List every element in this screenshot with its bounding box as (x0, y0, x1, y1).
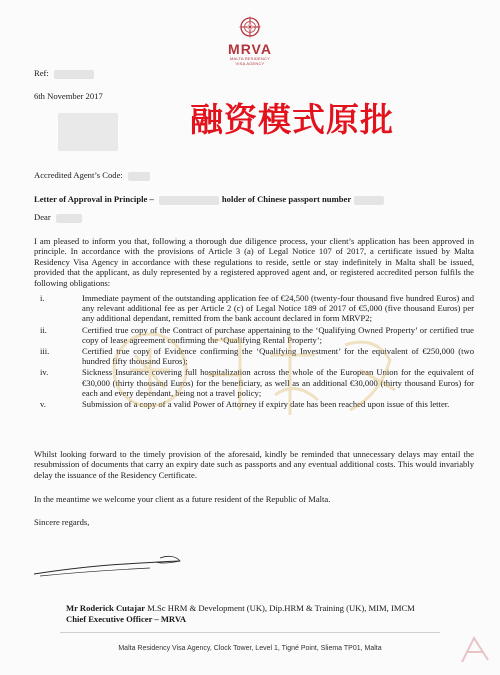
logo-subtitle-1: MALTA RESIDENCY (230, 56, 270, 61)
list-item (34, 399, 474, 409)
ref-line (34, 68, 94, 79)
redacted-ref (54, 70, 94, 79)
list-item (34, 293, 474, 324)
list-item-number: iii. (40, 346, 50, 357)
ref-label: Ref: (34, 68, 49, 78)
redacted-agent-code (128, 172, 150, 181)
corner-watermark-icon (458, 632, 492, 666)
subject-prefix: Letter of Approval in Principle – (34, 194, 156, 204)
agent-code-label: Accredited Agent’s Code: (34, 170, 123, 180)
redacted-passport (354, 196, 384, 205)
reminder-paragraph: Whilst looking forward to the timely provision of the aforesaid, kindly be reminded that unnecessary delays may entail the resubmission of documents that carry an expiry date such as passports and any eventual additional costs. This would invariably delay the issuance of the Residency Certificate. (34, 449, 474, 480)
list-item-number: v. (40, 399, 46, 410)
redacted-address (58, 113, 118, 151)
list-item-number: ii. (40, 324, 47, 335)
intro-paragraph: I am pleased to inform you that, following a thorough due diligence process, your client’s application has been approved in principle. In accordance with the provisions of Article 3 (a) of Legal Notice 107 of 2017, a certificate issued by Malta Residency Visa Agency in accordance with these regulations to reside, settle or stay indefinitely in Malta shall be issued, provided that the applicant, as duly represented by a registered approved agent and, or registered accredited person fulfils the following obligations: (34, 236, 474, 288)
signer-title: Chief Executive Officer – MRVA (66, 614, 187, 624)
list-item-text: Sickness Insurance covering full hospitalization across the whole of the European Union for the equivalent of €30,000 (thirty thousand Euros) for the beneficiary, as well as an additional €30,000 (thirty thousand Euros) for each and every dependant, being not a travel policy; (82, 367, 474, 398)
salutation-line (34, 212, 82, 223)
list-item (34, 346, 474, 366)
redacted-name (159, 196, 219, 205)
mrva-logo (212, 14, 288, 66)
list-item (34, 325, 474, 345)
list-item (34, 367, 474, 398)
list-item-text: Immediate payment of the outstanding application fee of €24,500 (twenty-four thousand five hundred Euros) and any relevant additional fee as per Article 2 (c) of Legal Notice 189 of 2017 of €5,000 (five thousand Euros) per any additional dependant, remitted from the bank account declared in form MRVP2; (82, 293, 474, 324)
handwritten-signature (30, 552, 190, 582)
logo-subtitle-2: VISA AGENCY (235, 61, 265, 66)
closing: Sincere regards, (34, 517, 90, 527)
subject-suffix: holder of Chinese passport number (221, 194, 352, 204)
subject-line (34, 194, 384, 205)
list-item-text: Certified true copy of Evidence confirming the ‘Qualifying Investment’ for the equivalent of €250,000 (two hundred fifty thousand Euros); (82, 346, 474, 367)
salutation: Dear (34, 212, 51, 222)
compass-rose-icon (237, 14, 263, 40)
footer-address: Malta Residency Visa Agency, Clock Tower, Level 1, Tigné Point, Sliema TP01, Malta (118, 645, 382, 652)
obligations-list (34, 293, 474, 410)
welcome-paragraph: In the meantime we welcome your client as a future resident of the Republic of Malta. (34, 494, 331, 504)
list-item-text: Submission of a copy of a valid Power of Attorney if expiry date has been reached upon issue of this letter. (82, 399, 450, 410)
list-item-text: Certified true copy of the Contract of purchase appertaining to the ‘Qualifying Owned Property’ or certified true copy of lease agreement confirming the ‘Qualifying Rental Property’; (82, 324, 474, 345)
agent-code-line (34, 170, 150, 181)
list-item-number: iv. (40, 367, 49, 378)
signer-qualifications: M.Sc HRM & Development (UK), Dip.HRM & Training (UK), MIM, IMCM (145, 603, 415, 613)
red-stamp-text: 融资模式原批 (190, 100, 394, 139)
list-item-number: i. (40, 293, 45, 303)
redacted-recipient (56, 214, 82, 223)
signer-block (66, 603, 415, 625)
footer-divider (60, 632, 440, 633)
logo-name: MRVA (228, 41, 272, 57)
letter-date: 6th November 2017 (34, 91, 103, 101)
signer-name: Mr Roderick Cutajar (66, 603, 146, 613)
